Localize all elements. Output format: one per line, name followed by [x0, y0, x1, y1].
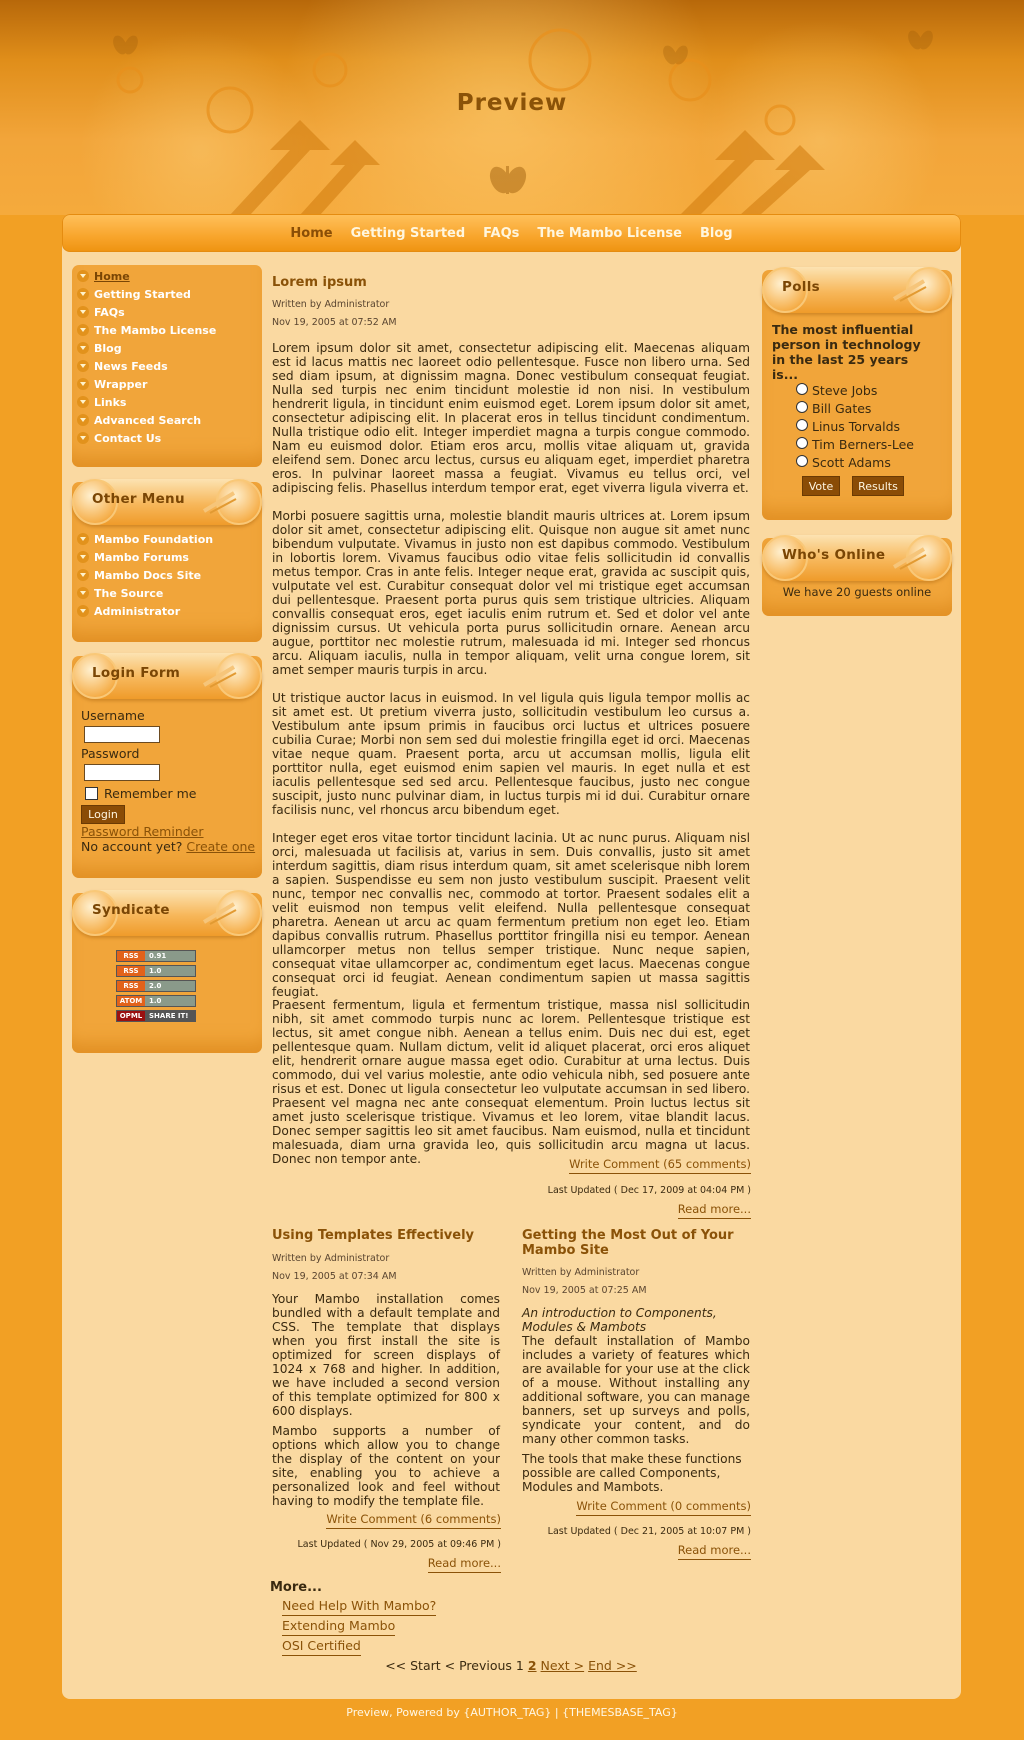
opml-feed-icon[interactable]: OPML SHARE IT!: [116, 1010, 196, 1022]
radio-button[interactable]: [796, 401, 808, 413]
username-input[interactable]: [84, 726, 160, 743]
chevron-down-icon: [77, 587, 89, 599]
write-comment-link[interactable]: Write Comment (0 comments): [576, 1499, 751, 1516]
module-title: Polls: [782, 279, 820, 295]
password-label: Password: [81, 746, 140, 761]
chevron-down-icon: [77, 360, 89, 372]
online-count: We have 20 guests online: [782, 585, 932, 599]
create-account-link[interactable]: Create one: [186, 839, 256, 854]
password-input[interactable]: [84, 764, 160, 781]
topnav-faqs[interactable]: FAQs: [483, 225, 520, 241]
article-paragraph: The tools that make these functions possible are called Components, Modules and Mambots.: [522, 1452, 742, 1494]
more-link-extending[interactable]: Extending Mambo: [282, 1618, 395, 1636]
poll-question: The most influential person in technology in the last 25 years is...: [772, 322, 921, 382]
menu-item-links[interactable]: Links: [77, 393, 216, 411]
chevron-down-icon: [77, 306, 89, 318]
other-menu-header: [72, 479, 262, 525]
syndicate-header: [72, 890, 262, 936]
pagination: [272, 1658, 750, 1673]
top-navigation: [62, 214, 961, 252]
radio-button[interactable]: [796, 419, 808, 431]
article-title: Lorem ipsum: [272, 275, 367, 290]
article-intro: An introduction to Components, Modules & Mambots: [522, 1306, 717, 1334]
pencil-icon: [200, 489, 240, 515]
article-title: Getting the Most Out of Your Mambo Site: [522, 1228, 734, 1258]
chevron-down-icon: [77, 324, 89, 336]
last-updated: Last Updated ( Nov 29, 2005 at 09:46 PM ): [297, 1539, 501, 1550]
menu-item-contact-us[interactable]: Contact Us: [77, 429, 216, 447]
chevron-down-icon: [77, 533, 89, 545]
pencil-icon: [200, 663, 240, 689]
main-menu-module: [72, 265, 262, 467]
article-paragraph: Lorem ipsum dolor sit amet, consectetur adipiscing elit. Maecenas aliquam est id lacus mattis nec laoreet odio pellentesque. Fusce non libero urna. Sed sed diam ipsum, at dignissim magna. Donec vestibulum consequat feugiat. Nulla sed turpis nec enim tincidunt molestie id non nisi. In vestibulum hendrerit ligula, in tincidunt enim euismod eget. Lorem ipsum dolor sit amet, consectetur adipiscing elit. In placerat eros in tellus tincidunt condimentum. Nulla tristique odio elit. Integer imperdiet magna a turpis congue commodo. Nam eu euismod dolor. Etiam eros arcu, mollis vitae aliquam ut, gravida eleifend sem. Donec arcu lectus, cursus eu aliquam eget, imperdiet pharetra eros. In pulvinar laoreet massa a feugiat. Vivamus eu tellus orci, vel adipiscing felis. Phasellus interdum tempor erat, eget viverra ligula viverra et.: [272, 341, 750, 495]
module-title: Other Menu: [92, 491, 185, 507]
other-menu-module: [72, 482, 262, 642]
radio-button[interactable]: [796, 437, 808, 449]
syndicate-module: [72, 893, 262, 1053]
topnav-mambo-license[interactable]: The Mambo License: [537, 225, 682, 241]
pencil-icon: [890, 277, 930, 303]
menu-item-advanced-search[interactable]: Advanced Search: [77, 411, 216, 429]
article-paragraph: Morbi posuere sagittis urna, molestie blandit mauris ultrices at. Lorem ipsum dolor sit amet, consectetur adipiscing elit. Quisque non augue sit amet nunc bibendum vulputate. Vivamus in justo non est dapibus commodo. Vestibulum in lobortis lorem. Vivamus faucibus odio vitae felis sollicitudin id convallis metus tempor. Cras in ante felis. Integer neque erat, gravida ac suscipit quis, vulputate vel est. Curabitur consequat dolor vel mi tristique eget accumsan dui pellentesque. Praesent porta purus quis sem tristique ultricies. Aliquam convallis consequat eros, eget iaculis enim rutrum et. Sed et dolor vel ante dignissim cursus. Ut vehicula porta purus sollicitudin ornare. Aenean arcu augue, porttitor nec molestie rutrum, malesuada id mi. Integer sed rhoncus arcu. Aliquam iaculis, nulla in tempor aliquam, velit urna congue lorem, sit amet semper mauris turpis in arcu.: [272, 509, 750, 677]
chevron-down-icon: [77, 551, 89, 563]
menu-item-administrator[interactable]: Administrator: [77, 602, 213, 620]
more-link-osi[interactable]: OSI Certified: [282, 1638, 361, 1656]
menu-item-mambo-license[interactable]: The Mambo License: [77, 321, 216, 339]
pagination-end[interactable]: End >>: [588, 1658, 637, 1673]
pagination-prev: < Previous: [444, 1658, 512, 1673]
topnav-home[interactable]: Home: [290, 225, 333, 241]
chevron-down-icon: [77, 569, 89, 581]
read-more-link[interactable]: Read more...: [678, 1543, 751, 1560]
menu-item-the-source[interactable]: The Source: [77, 584, 213, 602]
atom-feed-icon[interactable]: ATOM 1.0: [116, 995, 196, 1007]
site-footer: Preview, Powered by {AUTHOR_TAG} | {THEMESBASE_TAG}: [346, 1706, 678, 1719]
menu-item-wrapper[interactable]: Wrapper: [77, 375, 216, 393]
write-comment-link[interactable]: Write Comment (65 comments): [569, 1157, 751, 1174]
more-heading: More...: [270, 1580, 322, 1595]
chevron-down-icon: [77, 288, 89, 300]
module-title: Who's Online: [782, 547, 886, 563]
article-date: Nov 19, 2005 at 07:25 AM: [522, 1285, 647, 1296]
menu-item-faqs[interactable]: FAQs: [77, 303, 216, 321]
site-header: [0, 0, 1024, 215]
poll-option[interactable]: Scott Adams: [796, 454, 914, 472]
menu-item-mambo-docs[interactable]: Mambo Docs Site: [77, 566, 213, 584]
pagination-next[interactable]: Next >: [540, 1658, 585, 1673]
menu-item-mambo-foundation[interactable]: Mambo Foundation: [77, 530, 213, 548]
article-paragraph: Ut tristique auctor lacus in euismod. In vel ligula quis ligula tempor mollis ac sit amet est. Ut pretium viverra justo, sollicitudin vestibulum leo cursus a. Vestibulum ante ipsum primis in faucibus orci luctus et ultrices posuere cubilia Curae; Morbi non sem sed dui molestie fringilla eget id orci. Maecenas vitae neque quam. Praesent porta, arcu ut accumsan mollis, ligula elit porttitor nulla, eget euismod enim sapien vel mauris. In eget nulla et est iaculis pellentesque sed sed arcu. Pellentesque faucibus, justo nec congue suscipit, justo nunc pulvinar diam, in luctus turpis mi id dui. Curabitur ornare facilisis nunc, vel rhoncus arcu bibendum eget.: [272, 691, 750, 817]
module-title: Login Form: [92, 665, 181, 681]
site-title: Preview: [456, 90, 568, 116]
chevron-down-icon: [77, 432, 89, 444]
article-paragraph: Mambo supports a number of options which allow you to change the display of the content on your site, enabling you to achieve a personalized look and feel without having to modify the template file.: [272, 1424, 500, 1508]
radio-button[interactable]: [796, 383, 808, 395]
whos-online-module: [762, 538, 952, 616]
menu-item-mambo-forums[interactable]: Mambo Forums: [77, 548, 213, 566]
password-reminder-link[interactable]: Password Reminder: [81, 824, 204, 839]
menu-item-news-feeds[interactable]: News Feeds: [77, 357, 216, 375]
rss-091-feed-icon[interactable]: RSS 0.91: [116, 950, 196, 962]
login-module: [72, 656, 262, 878]
menu-item-getting-started[interactable]: Getting Started: [77, 285, 216, 303]
topnav-blog[interactable]: Blog: [699, 225, 733, 241]
chevron-down-icon: [77, 396, 89, 408]
read-more-link[interactable]: Read more...: [678, 1202, 751, 1219]
pencil-icon: [890, 545, 930, 571]
article-author: Written by Administrator: [272, 299, 390, 310]
rss-10-feed-icon[interactable]: RSS 1.0: [116, 965, 196, 977]
username-label: Username: [81, 708, 145, 723]
menu-item-blog[interactable]: Blog: [77, 339, 216, 357]
poll-options: [796, 382, 914, 472]
main-menu: [77, 267, 216, 447]
chevron-down-icon: [77, 414, 89, 426]
chevron-down-icon: [77, 342, 89, 354]
menu-item-home[interactable]: Home: [77, 267, 216, 285]
vote-button[interactable]: Vote: [802, 476, 840, 496]
poll-option[interactable]: Bill Gates: [796, 400, 914, 418]
whos-online-header: [762, 535, 952, 581]
article-paragraph: Your Mambo installation comes bundled with a default template and CSS. The template that displays when you first install the site is optimized for screen displays of 1024 x 768 and higher. In addition, we have included a second version of this template optimized for 800 x 600 displays.: [272, 1292, 500, 1418]
pencil-icon: [200, 900, 240, 926]
article-date: Nov 19, 2005 at 07:52 AM: [272, 317, 397, 328]
no-account-text: No account yet? Create one: [81, 839, 256, 854]
article-date: Nov 19, 2005 at 07:34 AM: [272, 1271, 397, 1282]
poll-option[interactable]: Steve Jobs: [796, 382, 914, 400]
rss-20-feed-icon[interactable]: RSS 2.0: [116, 980, 196, 992]
polls-header: [762, 267, 952, 313]
more-link-help[interactable]: Need Help With Mambo?: [282, 1598, 436, 1616]
chevron-down-icon: [77, 270, 89, 282]
read-more-link[interactable]: Read more...: [428, 1556, 501, 1573]
poll-option[interactable]: Tim Berners-Lee: [796, 436, 914, 454]
login-header: [72, 653, 262, 699]
module-title: Syndicate: [92, 902, 170, 918]
topnav-getting-started[interactable]: Getting Started: [350, 225, 466, 241]
chevron-down-icon: [77, 378, 89, 390]
butterfly-icon: [486, 164, 530, 197]
pagination-start: << Start: [385, 1658, 441, 1673]
pagination-page-2[interactable]: 2: [527, 1658, 537, 1673]
other-menu: [77, 530, 213, 620]
article-author: Written by Administrator: [522, 1267, 640, 1278]
remember-label: Remember me: [104, 786, 197, 801]
article-paragraph: Praesent fermentum, ligula et fermentum tristique, massa nisl sollicitudin nibh, sit amet commodo turpis nunc ac lorem. Pellentesque tristique est lectus, sit amet congue nibh. Aenean a tellus enim. Duis nec dui est, eget pellentesque quam. Nullam dictum, velit id aliquet placerat, orci eros aliquet elit, hendrerit ornare augue massa eget odio. Curabitur at urna lectus. Duis commodo, dui vel varius molestie, ante odio vehicula nibh, sed posuere ante risus et est. Donec ut ligula consectetur leo vulputate accumsan in sed libero. Praesent vel magna nec ante consequat elementum. Proin luctus lectus sit amet justo scelerisque tristique. Vivamus et leo lorem, vitae blandit lacus. Donec semper sagittis leo sit amet faucibus. Nam euismod, nulla et tincidunt malesuada, diam urna gravida leo, quis sollicitudin arcu magna ut lacus. Donec non tempor ante.: [272, 998, 750, 1166]
last-updated: Last Updated ( Dec 17, 2009 at 04:04 PM ): [547, 1185, 751, 1196]
article-title: Using Templates Effectively: [272, 1228, 474, 1243]
write-comment-link[interactable]: Write Comment (6 comments): [326, 1512, 501, 1529]
remember-checkbox[interactable]: [85, 787, 98, 800]
article-paragraph: The default installation of Mambo includes a variety of features which are available for your use at the click of a mouse. Without installing any additional software, you can manage banners, set up surveys and polls, syndicate your content, and do many other common tasks.: [522, 1334, 750, 1446]
polls-module: [762, 270, 952, 520]
radio-button[interactable]: [796, 455, 808, 467]
results-button[interactable]: Results: [852, 476, 904, 496]
article-author: Written by Administrator: [272, 1253, 390, 1264]
login-button[interactable]: Login: [81, 805, 125, 824]
chevron-down-icon: [77, 605, 89, 617]
last-updated: Last Updated ( Dec 21, 2005 at 10:07 PM ): [547, 1526, 751, 1537]
poll-option[interactable]: Linus Torvalds: [796, 418, 914, 436]
pagination-page-1: 1: [515, 1658, 524, 1673]
article-paragraph: Integer eget eros vitae tortor tincidunt lacinia. Ut ac nunc purus. Aliquam nisl orci, malesuada ut facilisis at, varius in sem. Duis convallis, justo sit amet interdum sagittis, diam risus interdum quam, sit amet scelerisque nibh lorem a sapien. Suspendisse eu sem non justo vestibulum suscipit. Praesent velit nunc, tempor nec convallis nec, commodo at tortor. Praesent sodales elit a velit euismod non tempus velit eleifend. Nulla pellentesque consequat pharetra. Aenean ut arcu ac quam fermentum pretium non eget leo. Etiam dapibus convallis rutrum. Phasellus porttitor fringilla nisi eu tempor. Aenean ullamcorper metus non tellus semper tristique. Nunc neque sapien, consequat vitae ullamcorper ac, condimentum eget lacus. Maecenas congue consequat orci id feugiat. Aenean condimentum sapien ut massa sagittis feugiat.: [272, 831, 750, 999]
